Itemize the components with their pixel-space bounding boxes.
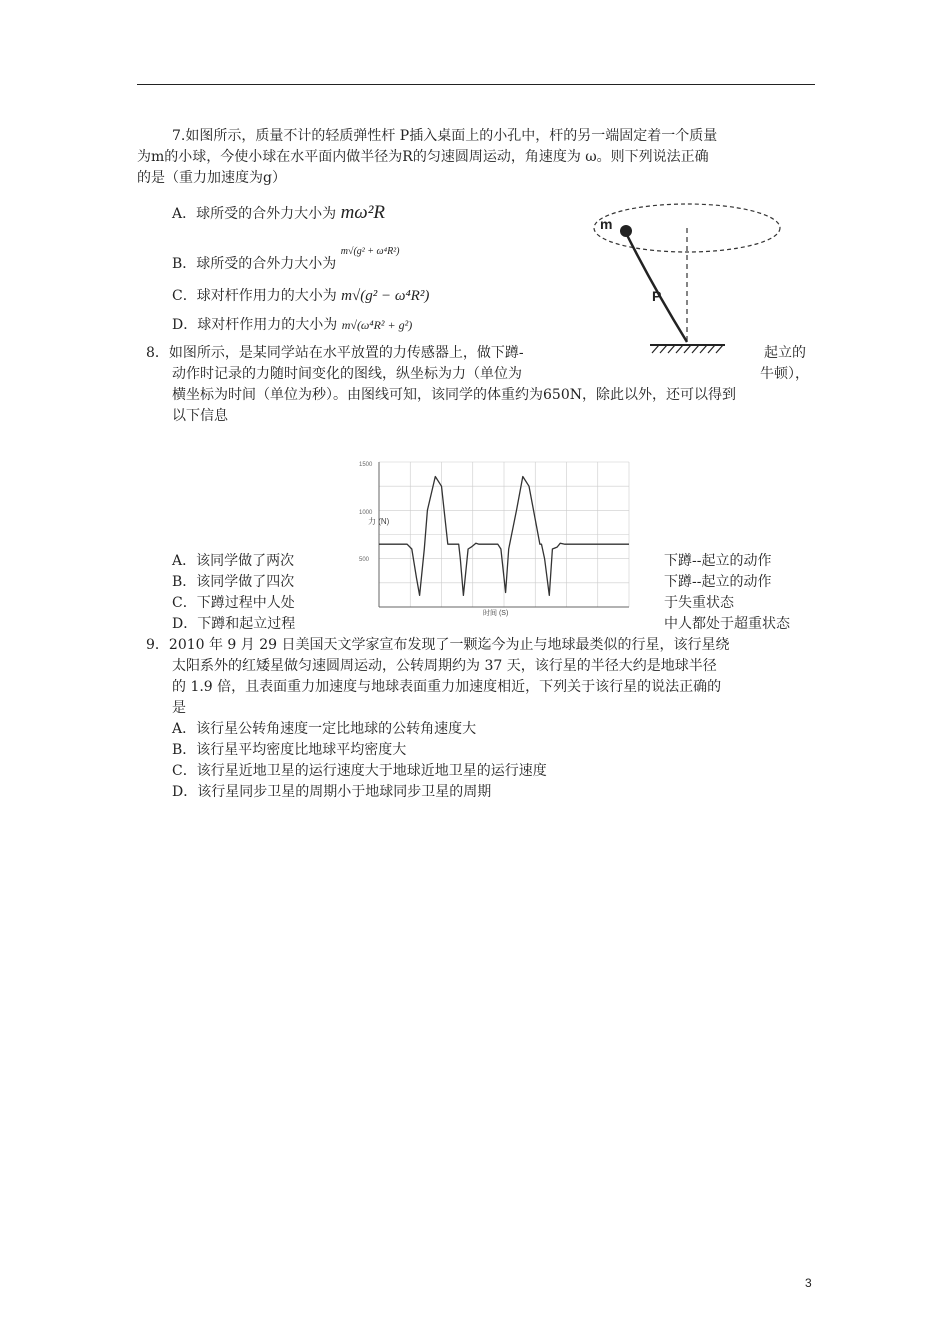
q7-option-d — [172, 315, 412, 335]
q8-line2-right: 牛顿）， — [760, 366, 809, 382]
q7-option-c-text: C．球对杆作用力的大小为 — [172, 288, 337, 304]
q8-line1-left: 8．如图所示，是某同学站在水平放置的力传感器上，做下蹲- — [146, 345, 524, 361]
q8-ytick-1000: 1000 — [359, 510, 373, 516]
q7-option-c — [172, 286, 429, 306]
q9-line1: 9．2010 年 9 月 29 日美国天文学家宣布发现了一颗迄今为止与地球最类似的行星，该行星绕 — [146, 637, 730, 653]
q7-label-m: m — [600, 216, 613, 232]
q7-option-b-formula: m√(g² + ω⁴R²) — [340, 246, 400, 257]
q8-ylabel: 力 (N) — [368, 517, 390, 526]
q7-label-p: P — [652, 288, 662, 304]
q7-option-d-text: D．球对杆作用力的大小为 — [172, 317, 338, 333]
q8-ytick-1500: 1500 — [359, 462, 373, 468]
q8-option-c-left: C．下蹲过程中人处 — [172, 595, 295, 611]
header-rule — [137, 84, 815, 85]
q8-ytick-500: 500 — [359, 557, 370, 563]
q7-ground-hatching — [652, 345, 723, 353]
q9-line3: 的 1.9 倍，且表面重力加速度与地球表面重力加速度相近，下列关于该行星的说法正确的 — [172, 679, 722, 695]
q8-line1-right: 起立的 — [764, 345, 806, 361]
q8-force-chart — [355, 452, 635, 620]
q9-line2: 太阳系外的红矮星做匀速圆周运动，公转周期约为 37 天，该行星的半径大约是地球半径 — [172, 658, 717, 674]
q8-option-a-right: 下蹲--起立的动作 — [664, 553, 772, 569]
q7-option-b-text: B．球所受的合外力大小为 — [172, 256, 337, 272]
q8-option-b-right: 下蹲--起立的动作 — [664, 574, 772, 590]
page-number: 3 — [805, 1276, 812, 1290]
q8-option-d-right: 中人都处于超重状态 — [664, 616, 790, 632]
q7-option-d-formula: m√(ω⁴R² + g²) — [341, 318, 413, 332]
q8-xlabel: 时间 (S) — [483, 610, 509, 617]
q7-stem-line2: 为m的小球，今使小球在水平面内做半径为R的匀速圆周运动，角速度为 ω。则下列说法正确 — [137, 149, 709, 165]
q7-option-a-text: A．球所受的合外力大小为 — [172, 206, 337, 222]
q8-line4: 以下信息 — [172, 408, 228, 424]
q9-option-d: D．该行星同步卫星的周期小于地球同步卫星的周期 — [172, 784, 492, 800]
q7-figure — [590, 190, 810, 355]
q7-ball — [620, 225, 632, 237]
q8-option-c-right: 于失重状态 — [664, 595, 734, 611]
q8-option-b-left: B．该同学做了四次 — [172, 574, 295, 590]
q9-option-b: B．该行星平均密度比地球平均密度大 — [172, 742, 407, 758]
q8-option-d-left: D．下蹲和起立过程 — [172, 616, 296, 632]
q7-option-a — [172, 203, 385, 224]
q8-line2-left: 动作时记录的力随时间变化的图线，纵坐标为力（单位为 — [172, 366, 522, 382]
q8-line3: 横坐标为时间（单位为秒）。由图线可知，该同学的体重约为650N，除此以外，还可以得到 — [172, 387, 736, 403]
q7-stem-line1: 7.如图所示，质量不计的轻质弹性杆 P插入桌面上的小孔中，杆的另一端固定着一个质量 — [172, 128, 718, 144]
q7-stem-line3: 的是（重力加速度为g） — [137, 170, 286, 186]
q7-option-a-formula: mω²R — [340, 202, 386, 223]
q8-option-a-left: A．该同学做了两次 — [172, 553, 295, 569]
q9-option-c: C．该行星近地卫星的运行速度大于地球近地卫星的运行速度 — [172, 763, 547, 779]
q7-option-c-formula: m√(g² − ω⁴R²) — [341, 288, 430, 304]
q9-line4: 是 — [172, 700, 186, 716]
q9-option-a: A．该行星公转角速度一定比地球的公转角速度大 — [172, 721, 477, 737]
